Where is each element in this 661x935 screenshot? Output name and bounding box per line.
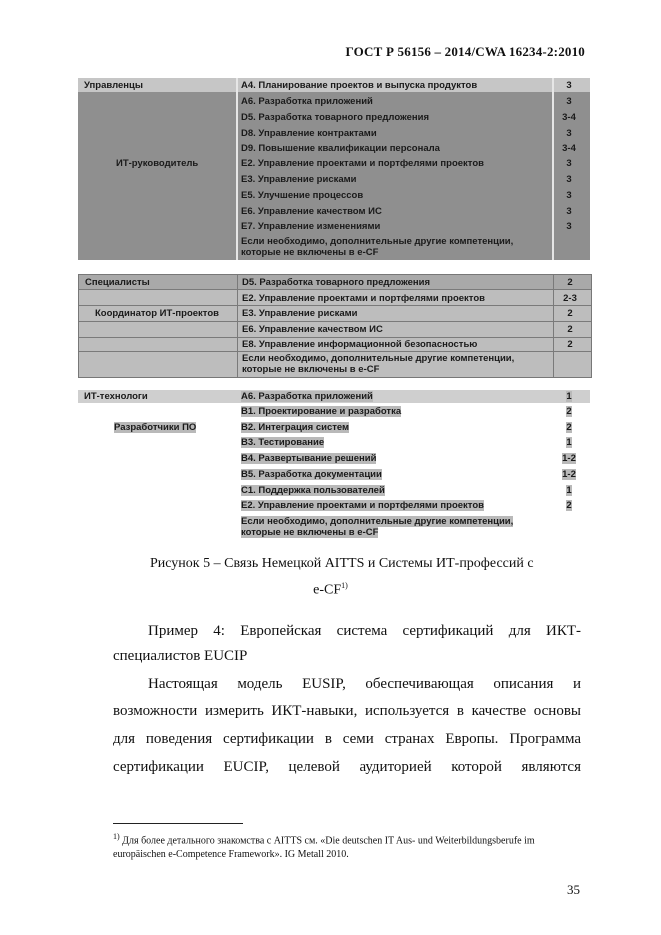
example-heading-line: специалистов EUCIP [113, 648, 248, 664]
competence: E7. Управление изменениями [241, 221, 381, 232]
level: 2-3 [563, 293, 577, 304]
document-header: ГОСТ Р 56156 – 2014/CWA 16234-2:2010 [345, 44, 585, 59]
competence: D5. Разработка товарного предложения [242, 277, 431, 288]
competence: D9. Повышение квалификации персонала [241, 143, 440, 154]
note-line: Если необходимо, дополнительные другие компетенции, [241, 516, 514, 527]
role-label: Координатор ИТ-проектов [95, 308, 219, 319]
competence: B5. Разработка документации [241, 469, 382, 480]
footnote [113, 830, 581, 862]
competence: E3. Управление рисками [241, 174, 357, 185]
table-managers [78, 78, 590, 260]
level: 2 [566, 406, 572, 417]
table-specialists [78, 274, 592, 378]
note-line: которые не включены в e-CF [242, 364, 380, 375]
level: 3-4 [562, 112, 576, 123]
group-label: Управленцы [84, 80, 143, 91]
note-line: которые не включены в e-CF [241, 527, 379, 538]
level: 2 [566, 422, 572, 433]
competence: E6. Управление качеством ИС [242, 324, 383, 335]
body-text-line: для поведения сертификации в семи странах Европы. Программа [113, 731, 581, 747]
level: 3 [566, 96, 572, 107]
footnote-divider [113, 823, 243, 824]
level: 2 [567, 308, 573, 319]
level: 1 [566, 437, 572, 448]
competence: E8. Управление информационной безопасностью [242, 339, 478, 350]
level: 3 [566, 206, 572, 217]
competence: A4. Планирование проектов и выпуска продуктов [241, 80, 478, 91]
competence: B3. Тестирование [241, 437, 325, 448]
competence: B1. Проектирование и разработка [241, 406, 402, 417]
note-line: Если необходимо, дополнительные другие компетенции, [241, 236, 514, 247]
footnote-text: europäischen e-Competence Framework». IG Metall 2010. [113, 849, 349, 861]
body-text-line: сертификации EUCIP, целевой аудиторией которой являются [113, 759, 581, 775]
table-it-technologists [78, 390, 590, 540]
competence: E3. Управление рисками [242, 308, 358, 319]
level: 2 [567, 339, 573, 350]
role-label: Разработчики ПО [114, 422, 197, 433]
body-text-line: Настоящая модель EUSIP, обеспечивающая описания и [148, 676, 581, 692]
competence: E2. Управление проектами и портфелями проектов [241, 500, 484, 511]
note-line: Если необходимо, дополнительные другие компетенции, [242, 353, 515, 364]
role-label: ИТ-руководитель [116, 158, 199, 169]
level: 2 [567, 277, 573, 288]
competence: B2. Интеграция систем [241, 422, 350, 433]
competence: E2. Управление проектами и портфелями проектов [242, 293, 485, 304]
competence: E6. Управление качеством ИС [241, 206, 382, 217]
example-heading-line: Пример 4: Европейская система сертификаций для ИКТ- [148, 623, 581, 639]
level: 1 [566, 485, 572, 496]
page-number: 35 [567, 882, 580, 897]
note-line: которые не включены в e-CF [241, 247, 379, 258]
level: 3 [566, 174, 572, 185]
competence: E5. Улучшение процессов [241, 190, 364, 201]
level: 3 [566, 190, 572, 201]
level: 2 [567, 324, 573, 335]
level: 2 [566, 500, 572, 511]
group-label: Специалисты [85, 277, 150, 288]
competence: A6. Разработка приложений [241, 96, 373, 107]
level: 3 [566, 80, 572, 91]
level: 1-2 [562, 453, 576, 464]
level: 1 [566, 391, 572, 402]
competence: D8. Управление контрактами [241, 128, 377, 139]
competence: A6. Разработка приложений [241, 391, 373, 402]
competence: B4. Развертывание решений [241, 453, 377, 464]
level: 3-4 [562, 143, 576, 154]
level: 1-2 [562, 469, 576, 480]
competence: E2. Управление проектами и портфелями проектов [241, 158, 484, 169]
body-text-line: возможности измерить ИКТ-навыки, используется в качестве основы [113, 703, 581, 719]
competence: C1. Поддержка пользователей [241, 485, 385, 496]
footnote-ref: 1) [341, 581, 348, 590]
footnote-text: Для более детального знакомства с AITTS см. «Die deutschen IT Aus- und Weiterbildungsberufe im [122, 835, 535, 847]
figure-caption: Рисунок 5 – Связь Немецкой AITTS и Системы ИТ-профессий с [150, 556, 534, 571]
figure-caption-continued: e-CF$^{1)}$ [313, 581, 348, 598]
competence: D5. Разработка товарного предложения [241, 112, 430, 123]
level: 3 [566, 221, 572, 232]
level: 3 [566, 158, 572, 169]
footnote-marker: 1) [113, 832, 120, 841]
level: 3 [566, 128, 572, 139]
group-label: ИТ-технологи [84, 391, 148, 402]
